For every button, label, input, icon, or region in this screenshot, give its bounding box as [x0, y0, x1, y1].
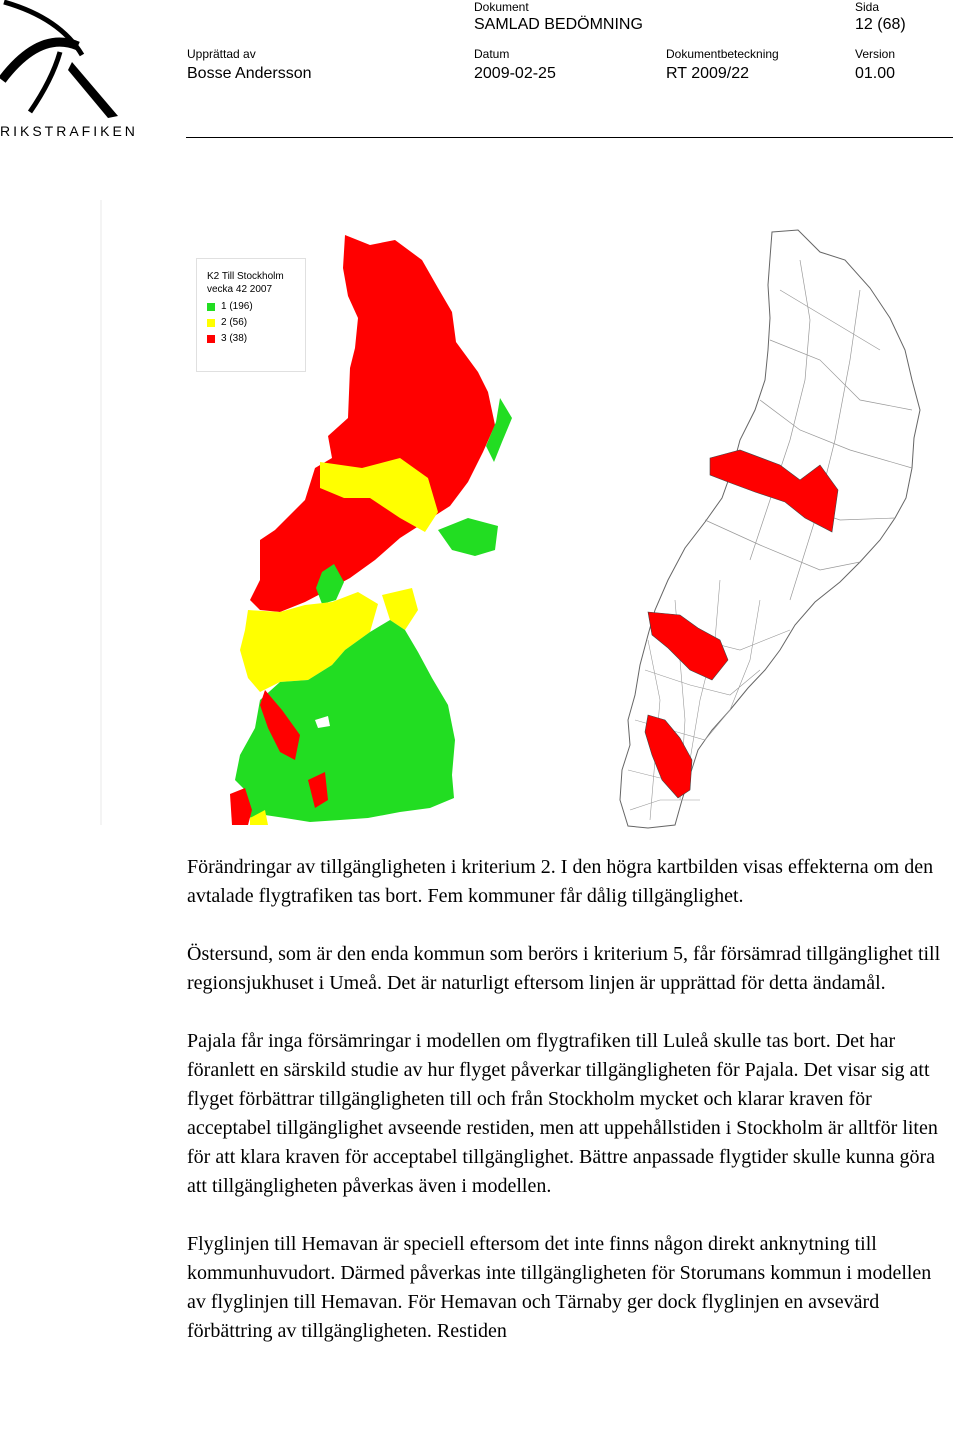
upprattad-label: Upprättad av [187, 47, 256, 61]
paragraph-3: Pajala får inga försämringar i modellen om flygtrafiken till Luleå skulle tas bort. Det har föranlett en särskild studie av hur flyget påverkar tillgängligheten för Pajala. Det visar sig att flyget förbättrar tillgängligheten till och från Stockholm mycket och klarar kraven för acceptabel tillgänglighet avseende restiden, men att uppehållstiden i Stockholm är alltför liten för att klara kraven för acceptabel tillgänglighet. Bättre anpassade flygtider skulle kunna göra att tillgängligheten påverkas även i modellen. [187, 1030, 938, 1197]
beteckning-value: RT 2009/22 [666, 65, 750, 82]
legend-subtitle: vecka 42 2007 [207, 284, 273, 295]
beteckning-label: Dokumentbeteckning [666, 47, 779, 61]
paragraph-4: Flyglinjen till Hemavan är speciell eftersom det inte finns någon direkt anknytning till kommunhuvudort. Därmed påverkas inte tillgängligheten för Storumans kommun i modellen av flyglinjen till Hemavan. För Hemavan och Tärnaby ger dock flyglinjen en avsevärd förbättring av tillgängligheten. Restiden [187, 1233, 932, 1342]
datum-value: 2009-02-25 [474, 65, 556, 82]
version-value: 01.00 [855, 65, 896, 82]
version-label: Version [855, 47, 896, 61]
legend-swatch-yellow [207, 319, 215, 327]
datum-label: Datum [474, 47, 510, 61]
upprattad-value: Bosse Andersson [187, 65, 312, 82]
dokument-value: SAMLAD BEDÖMNING [474, 16, 643, 33]
legend-swatch-red [207, 335, 215, 343]
map-legend [196, 258, 306, 372]
right-map [620, 230, 920, 828]
header-divider [186, 137, 953, 138]
legend-label-2: 2 (56) [221, 317, 248, 328]
paragraph-2: Östersund, som är den enda kommun som berörs i kriterium 5, får försämrad tillgänglighet till regionsjukhuset i Umeå. Det är naturligt eftersom linjen är upprättad för detta ändamål. [187, 943, 941, 994]
legend-title: K2 Till Stockholm [207, 271, 284, 282]
logo-wordmark: RIKSTRAFIKEN [0, 123, 138, 139]
legend-swatch-green [207, 303, 215, 311]
sida-value: 12 (68) [855, 16, 906, 33]
sida-label: Sida [855, 0, 880, 14]
legend-label-1: 1 (196) [221, 301, 253, 312]
paragraph-1: Förändringar av tillgängligheten i kriterium 2. I den högra kartbilden visas effekterna om den avtalade flygtrafiken tas bort. Fem kommuner får dålig tillgänglighet. [187, 856, 934, 907]
body-text [187, 853, 947, 1375]
dokument-label: Dokument [474, 0, 529, 14]
region-green-coast-mid [438, 518, 498, 556]
legend-label-3: 3 (38) [221, 333, 248, 344]
